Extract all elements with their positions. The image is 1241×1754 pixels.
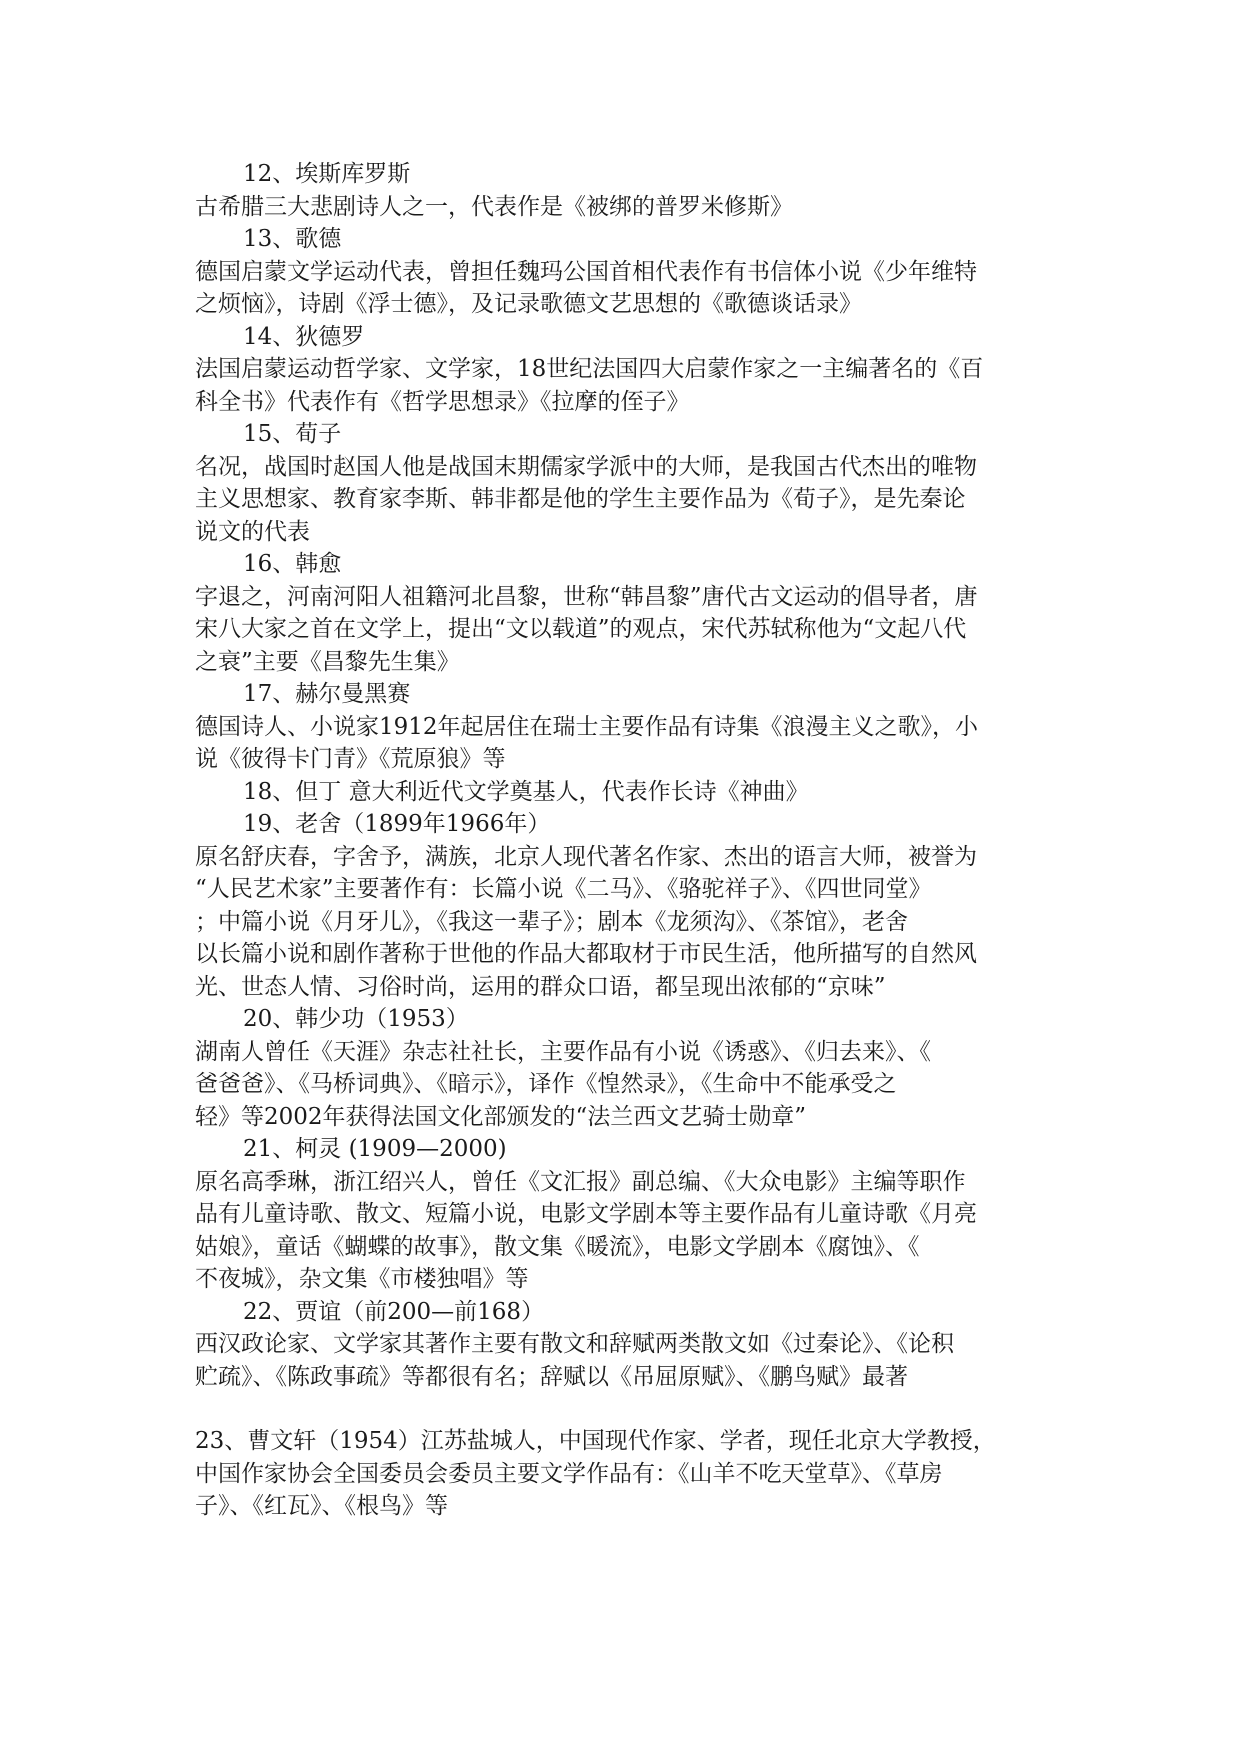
entry-text-15: 主义思想家、教育家李斯、韩非都是他的学生主要作品为《荀子》，是先秦论	[195, 486, 966, 512]
paragraph-gap	[195, 1393, 1055, 1425]
entry-text-13: 之烦恼》，诗剧《浮士德》，及记录歌德文艺思想的《歌德谈话录》	[195, 291, 862, 317]
entry-text-17: 说《彼得卡门青》《荒原狼》等	[195, 746, 506, 772]
entry-heading-17: 17、赫尔曼黑赛	[243, 681, 411, 707]
entry-text-23: 中国作家协会全国委员会委员主要文学作品有：《山羊不吃天堂草》、《草房	[195, 1460, 943, 1487]
entry-heading-20: 20、韩少功（1953）	[243, 1006, 469, 1032]
entry-text-21: 不夜城》，杂文集《市楼独唱》等	[195, 1266, 529, 1292]
entry-text-15: 说文的代表	[195, 518, 310, 545]
entry-text-23: 23、曹文轩（1954）江苏盐城人，中国现代作家、学者，现任北京大学教授，	[195, 1428, 996, 1454]
entry-text-14: 科全书》代表作有《哲学思想录》《拉摩的侄子》	[195, 388, 690, 415]
entry-heading-18: 18、但丁 意大利近代文学奠基人，代表作长诗《神曲》	[243, 778, 809, 805]
entry-text-12: 古希腊三大悲剧诗人之一，代表作是《被绑的普罗米修斯》	[195, 193, 793, 220]
entry-text-17: 德国诗人、小说家1912年起居住在瑞士主要作品有诗集《浪漫主义之歌》，小	[195, 713, 979, 740]
entry-text-23: 子》、《红瓦》、《根鸟》等	[195, 1493, 448, 1519]
entry-text-16: 字退之，河南河阳人祖籍河北昌黎，世称“韩昌黎”唐代古文运动的倡导者，唐	[195, 583, 978, 610]
entry-heading-19: 19、老舍（1899年1966年）	[243, 811, 551, 837]
entry-text-19: ；中篇小说《月牙儿》，《我这一辈子》；剧本《龙须沟》、《茶馆》，老舍	[195, 908, 908, 935]
entry-heading-15: 15、荀子	[243, 421, 342, 447]
entry-text-19: 光、世态人情、习俗时尚，运用的群众口语，都呈现出浓郁的“京味”	[195, 973, 886, 1000]
entry-heading-14: 14、狄德罗	[243, 323, 365, 350]
entry-text-13: 德国启蒙文学运动代表，曾担任魏玛公国首相代表作有书信体小说《少年维特	[195, 258, 977, 285]
entry-text-20: 湖南人曾任《天涯》杂志社社长，主要作品有小说《诱惑》、《归去来》、《	[195, 1038, 931, 1065]
entry-text-16: 之衰”主要《昌黎先生集》	[195, 648, 460, 675]
entry-text-21: 原名高季琳，浙江绍兴人，曾任《文汇报》副总编、《大众电影》主编等职作	[195, 1168, 966, 1195]
entry-text-21: 品有儿童诗歌、散文、短篇小说，电影文学剧本等主要作品有儿童诗歌《月亮	[195, 1201, 977, 1227]
entry-text-21: 姑娘》，童话《蝴蝶的故事》，散文集《暖流》，电影文学剧本《腐蚀》、《	[195, 1233, 920, 1260]
entry-heading-21: 21、柯灵 (1909—2000)	[243, 1136, 507, 1162]
entry-text-19: 以长篇小说和剧作著称于世他的作品大都取材于市民生活，他所描写的自然风	[195, 941, 977, 967]
entry-heading-13: 13、歌德	[243, 226, 342, 252]
entry-heading-16: 16、韩愈	[243, 551, 342, 577]
entry-text-19: 原名舒庆春，字舍予，满族，北京人现代著名作家、杰出的语言大师，被誉为	[195, 843, 977, 870]
entry-heading-12: 12、埃斯库罗斯	[243, 161, 411, 187]
entry-text-16: 宋八大家之首在文学上，提出“文以载道”的观点，宋代苏轼称他为“文起八代	[195, 616, 967, 642]
document-body	[195, 158, 1055, 1523]
entry-text-20: 轻》等2002年获得法国文化部颁发的“法兰西文艺骑士勋章”	[195, 1103, 807, 1130]
entry-heading-22: 22、贾谊（前200—前168）	[243, 1298, 545, 1325]
entry-text-19: “人民艺术家”主要著作有：长篇小说《二马》、《骆驼祥子》、《四世同堂》	[195, 876, 932, 902]
entry-text-15: 名况，战国时赵国人他是战国末期儒家学派中的大师，是我国古代杰出的唯物	[195, 453, 977, 480]
entry-text-20: 爸爸爸》、《马桥词典》、《暗示》，译作《惶然录》，《生命中不能承受之	[195, 1071, 897, 1097]
entry-text-22: 贮疏》、《陈政事疏》等都很有名；辞赋以《吊屈原赋》、《鹏鸟赋》最著	[195, 1363, 908, 1390]
entry-text-14: 法国启蒙运动哲学家、文学家，18世纪法国四大启蒙作家之一主编著名的《百	[195, 356, 984, 382]
entry-text-22: 西汉政论家、文学家其著作主要有散文和辞赋两类散文如《过秦论》、《论积	[195, 1331, 954, 1357]
